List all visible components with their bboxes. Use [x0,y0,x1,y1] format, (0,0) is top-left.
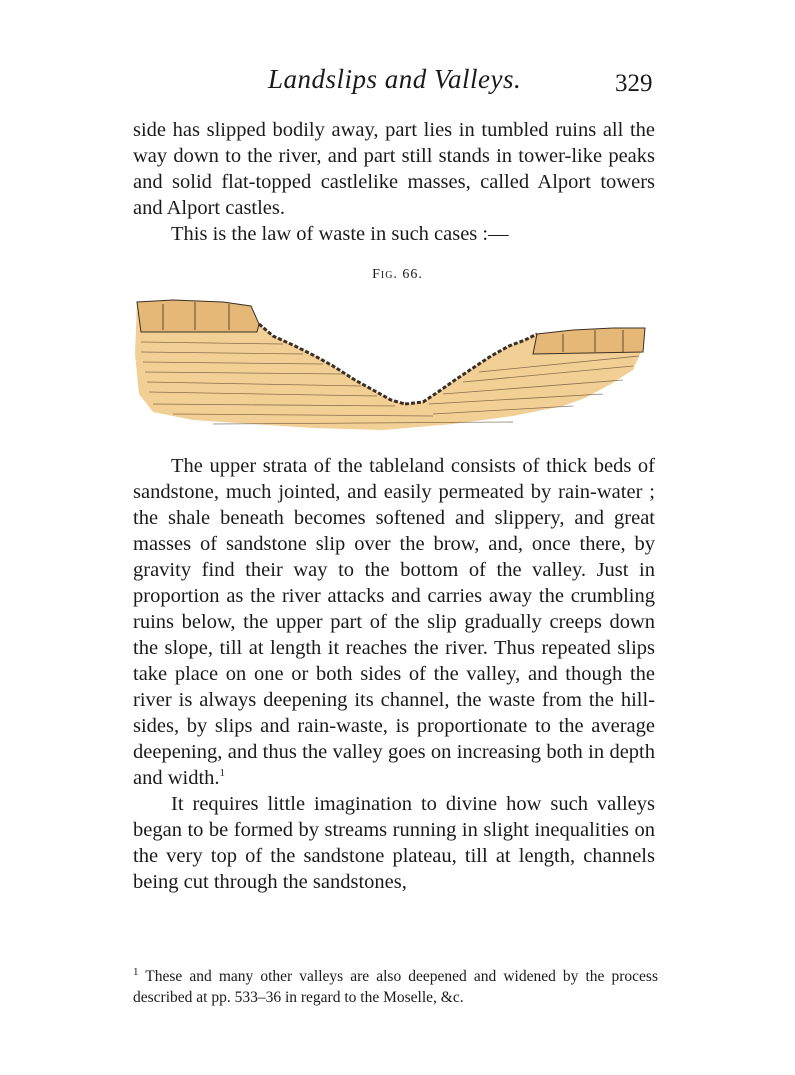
paragraph-upper-strata [133,453,655,791]
paragraph-law-of-waste: This is the law of waste in such cases :— [171,223,509,245]
right-cliff [533,328,645,354]
footnote-marker: 1 [133,965,139,978]
main-text-block [133,453,655,895]
footnote-reference: 1 [219,767,226,780]
paragraph-continuation: side has slipped bodily away, part lies in tumbled ruins all the way down to the river, and part still stands in tower-like peaks and solid flat-topped castlelike masses, called Alport towers and Alport castles. [133,119,655,219]
running-title: Landslips and Valleys. [268,64,522,94]
paragraph-upper-strata-text: The upper strata of the tableland consists of thick beds of sandstone, much jointed, and easily permeated by rain-water ; the shale beneath becomes softened and slippery, and great masses of sandstone slip over the brow, and, once there, by gravity find their way to the bottom of the valley. Just in proportion as the river attacks and carries away the crumbling ruins below, the upper part of the slip gradually creeps down the slope, till at length it reaches the river. Thus repeated slips take place on one or both sides of the valley, and though the river is always deepening its channel, the waste from the hill-sides, by slips and rain-waste, is proportionate to the average deepening, and thus the valley goes on increasing both in depth and width. [133,455,655,789]
paragraph-imagination: It requires little imagination to divine how such valleys began to be formed by streams running in slight inequalities on the very top of the sandstone plateau, till at length, channels being cut through the sandstones, [133,793,655,893]
top-text-block [133,117,655,247]
footnote-text: These and many other valleys are also deepened and widened by the process described at pp. 533–36 in regard to the Moselle, &c. [133,968,658,1006]
left-cliff [137,300,259,332]
page-number: 329 [615,70,653,97]
valley-cross-section-figure [133,294,649,436]
page-header [0,64,795,104]
footnote [133,966,658,1008]
figure-label: Fig. 66. [372,267,423,282]
